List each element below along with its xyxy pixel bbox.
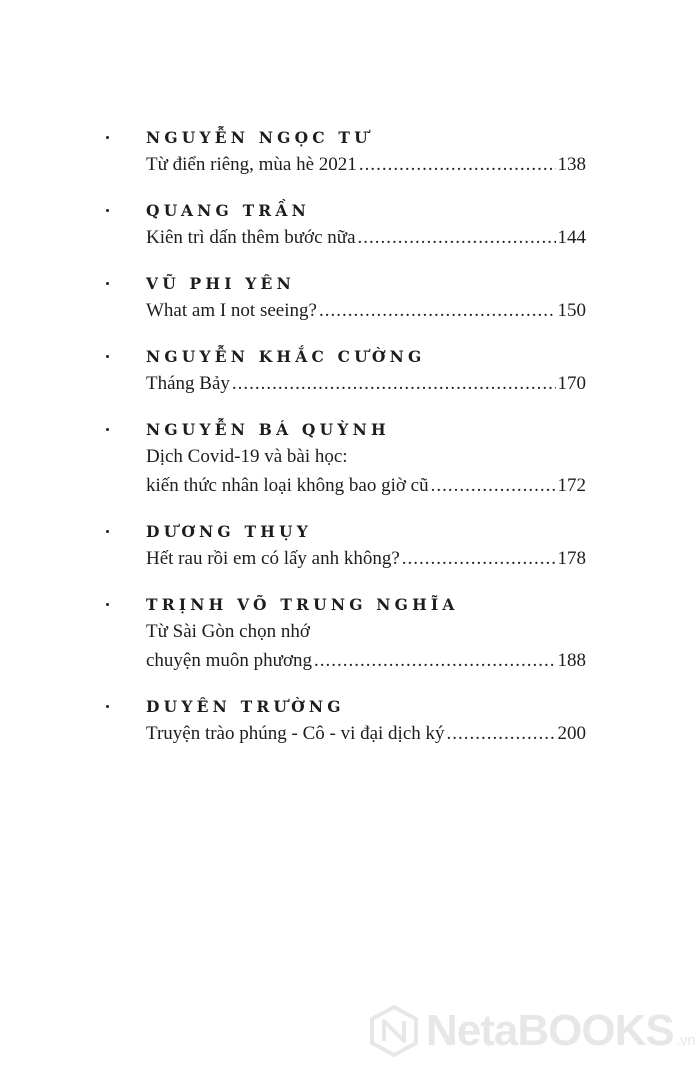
toc-entry[interactable]	[106, 199, 586, 252]
title-line: Dịch Covid-19 và bài học:	[146, 446, 348, 467]
toc-entry-content	[146, 272, 586, 325]
title-line-with-page	[146, 646, 586, 675]
dot-leader	[402, 544, 556, 573]
toc-entry-content	[146, 126, 586, 179]
toc-entry[interactable]	[106, 593, 586, 675]
title-text: Truyện trào phúng - Cô - vi đại dịch ký	[146, 723, 445, 744]
toc-entry[interactable]	[106, 272, 586, 325]
toc-entry[interactable]	[106, 418, 586, 500]
author-name: NGUYỄN NGỌC TƯ	[146, 128, 372, 147]
toc-entry-content	[146, 593, 586, 675]
title-lines	[146, 617, 586, 646]
dot-leader	[232, 369, 556, 398]
bullet-icon	[106, 428, 109, 431]
toc-entry-content	[146, 199, 586, 252]
neta-logo-icon	[368, 1005, 420, 1057]
watermark-brand: NetaBOOKS	[426, 1006, 674, 1055]
toc-entry-content	[146, 418, 586, 500]
watermark-suffix: .vn	[675, 1032, 696, 1049]
page-number: 188	[557, 650, 586, 671]
bullet-icon	[106, 603, 109, 606]
page-number: 144	[557, 227, 586, 248]
author-name: QUANG TRẦN	[146, 201, 310, 220]
bullet-icon	[106, 705, 109, 708]
title-line: Từ Sài Gòn chọn nhớ	[146, 621, 310, 642]
dot-leader	[319, 296, 556, 325]
title-line-with-page	[146, 471, 586, 500]
author-name: VŨ PHI YÊN	[146, 274, 295, 293]
dot-leader	[431, 471, 556, 500]
page-number: 200	[557, 723, 586, 744]
bullet-icon	[106, 530, 109, 533]
page-number: 178	[557, 548, 586, 569]
dot-leader	[314, 646, 556, 675]
page-number: 172	[557, 475, 586, 496]
toc-entry-content	[146, 345, 586, 398]
toc-entry[interactable]	[106, 126, 586, 179]
author-name: TRỊNH VÕ TRUNG NGHĨA	[146, 595, 459, 614]
page-number: 138	[557, 154, 586, 175]
author-name: DUYÊN TRƯỜNG	[146, 697, 345, 716]
title-line-with-page	[146, 544, 586, 573]
title-text: Từ điển riêng, mùa hè 2021	[146, 154, 357, 175]
title-text: chuyện muôn phương	[146, 650, 312, 671]
author-name: NGUYỄN BÁ QUỲNH	[146, 420, 390, 439]
bullet-icon	[106, 136, 109, 139]
author-name: DƯƠNG THỤY	[146, 522, 313, 541]
title-line-with-page	[146, 150, 586, 179]
author-name: NGUYỄN KHẮC CƯỜNG	[146, 347, 426, 366]
dot-leader	[359, 150, 556, 179]
title-line-with-page	[146, 719, 586, 748]
toc-entry[interactable]	[106, 345, 586, 398]
toc-entry[interactable]	[106, 520, 586, 573]
bullet-icon	[106, 282, 109, 285]
title-text: What am I not seeing?	[146, 300, 317, 321]
dot-leader	[447, 719, 556, 748]
page-number: 150	[557, 300, 586, 321]
table-of-contents	[106, 126, 586, 768]
toc-entry-content	[146, 520, 586, 573]
title-text: Kiên trì dấn thêm bước nữa	[146, 227, 356, 248]
watermark	[368, 1005, 696, 1057]
toc-entry-content	[146, 695, 586, 748]
bullet-icon	[106, 355, 109, 358]
title-text: Hết rau rồi em có lấy anh không?	[146, 548, 400, 569]
page-number: 170	[557, 373, 586, 394]
title-line-with-page	[146, 223, 586, 252]
bullet-icon	[106, 209, 109, 212]
toc-entry[interactable]	[106, 695, 586, 748]
title-text: Tháng Bảy	[146, 373, 230, 394]
title-line-with-page	[146, 369, 586, 398]
dot-leader	[358, 223, 556, 252]
title-lines	[146, 442, 586, 471]
title-line-with-page	[146, 296, 586, 325]
title-text: kiến thức nhân loại không bao giờ cũ	[146, 475, 429, 496]
